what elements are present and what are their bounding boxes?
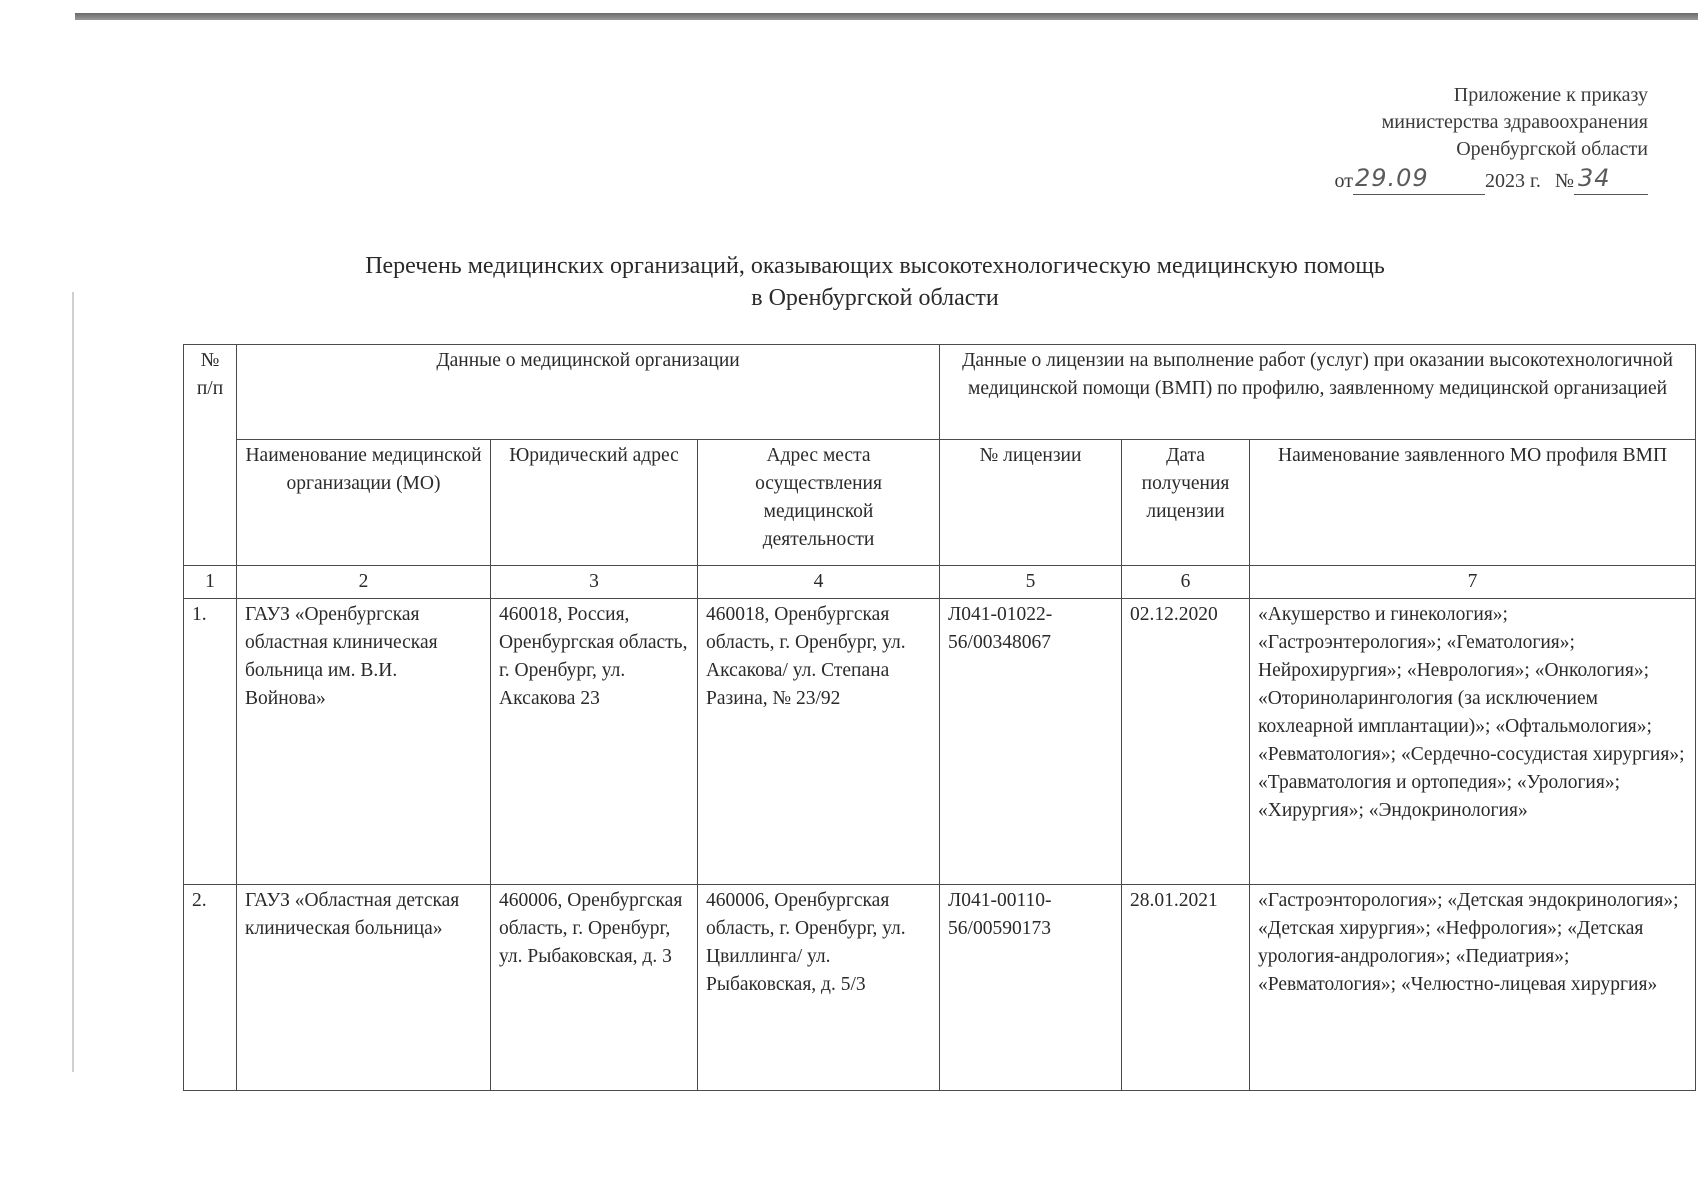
scan-edge-top [75,13,1698,20]
order-number-handwritten: 34 [1578,164,1611,192]
legal-address: 460006, Оренбургская область, г. Оренбург, ул. Рыбаковская, д. 3 [491,885,698,1091]
appendix-header [1228,82,1648,195]
license-date: 28.01.2021 [1122,885,1250,1091]
order-reference [1228,165,1648,195]
col-license-date-header: Дата получения лицензии [1122,440,1250,566]
column-index: 6 [1122,566,1250,599]
table-row [184,885,1696,1091]
license-number: Л041-01022-56/00348067 [940,599,1122,885]
organizations-table [183,344,1696,1091]
col-legal-address-header: Юридический адрес [491,440,698,566]
scan-edge-left [72,292,74,1072]
org-data-group-header: Данные о медицинской организации [237,345,940,440]
order-number-field [1574,165,1648,195]
column-index: 5 [940,566,1122,599]
column-index: 4 [698,566,940,599]
hmc-profiles: «Гастроэнторология»; «Детская эндокринология»; «Детская хирургия»; «Нефрология»; «Детская урология-андрология»; «Педиатрия»; «Ревматология»; «Челюстно-лицевая хирургия» [1250,885,1696,1091]
license-data-group-header: Данные о лицензии на выполнение работ (услуг) при оказании высокотехнологичной медицинской помощи (ВМП) по профилю, заявленному медицинской организацией [940,345,1696,440]
table-row [184,599,1696,885]
header-group-row [184,345,1696,440]
col-license-no-header: № лицензии [940,440,1122,566]
activity-address: 460018, Оренбургская область, г. Оренбург, ул. Аксакова/ ул. Степана Разина, № 23/92 [698,599,940,885]
header-subcolumns-row [184,440,1696,566]
row-number: 2. [184,885,237,1091]
col-number-header: № п/п [184,345,237,566]
order-prefix: от [1334,170,1353,192]
order-year: 2023 г. [1484,170,1541,192]
column-index: 7 [1250,566,1696,599]
col-profiles-header: Наименование заявленного МО профиля ВМП [1250,440,1696,566]
license-date: 02.12.2020 [1122,599,1250,885]
order-date-field [1353,165,1485,195]
column-index: 2 [237,566,491,599]
activity-address: 460006, Оренбургская область, г. Оренбург, ул. Цвиллинга/ ул. Рыбаковская, д. 5/3 [698,885,940,1091]
title-line-2: в Оренбургской области [751,285,999,311]
appendix-line-3: Оренбургской области [1456,138,1648,160]
col-org-name-header: Наименование медицинской организации (МО) [237,440,491,566]
order-number-label: № [1554,170,1574,192]
order-date-handwritten: 29.09 [1354,164,1429,192]
appendix-line-2: министерства здравоохранения [1381,111,1648,133]
row-number: 1. [184,599,237,885]
org-name: ГАУЗ «Оренбургская областная клиническая больница им. В.И. Войнова» [237,599,491,885]
appendix-line-1: Приложение к приказу [1453,84,1648,106]
column-index-row [184,566,1696,599]
title-line-1: Перечень медицинских организаций, оказывающих высокотехнологическую медицинскую помощь [365,253,1385,279]
column-index: 3 [491,566,698,599]
legal-address: 460018, Россия, Оренбургская область, г. Оренбург, ул. Аксакова 23 [491,599,698,885]
hmc-profiles: «Акушерство и гинекология»; «Гастроэнтерология»; «Гематология»; Нейрохирургия»; «Неврология»; «Онкология»; «Оториноларингология (за исключением кохлеарной имплантации)»; «Офтальмология»; «Ревматология»; «Сердечно-сосудистая хирургия»; «Травматология и ортопедия»; «Урология»; «Хирургия»; «Эндокринология» [1250,599,1696,885]
col-activity-address-header: Адрес места осуществления медицинской деятельности [698,440,940,566]
document-title [180,250,1570,314]
license-number: Л041-00110-56/00590173 [940,885,1122,1091]
column-index: 1 [184,566,237,599]
org-name: ГАУЗ «Областная детская клиническая больница» [237,885,491,1091]
